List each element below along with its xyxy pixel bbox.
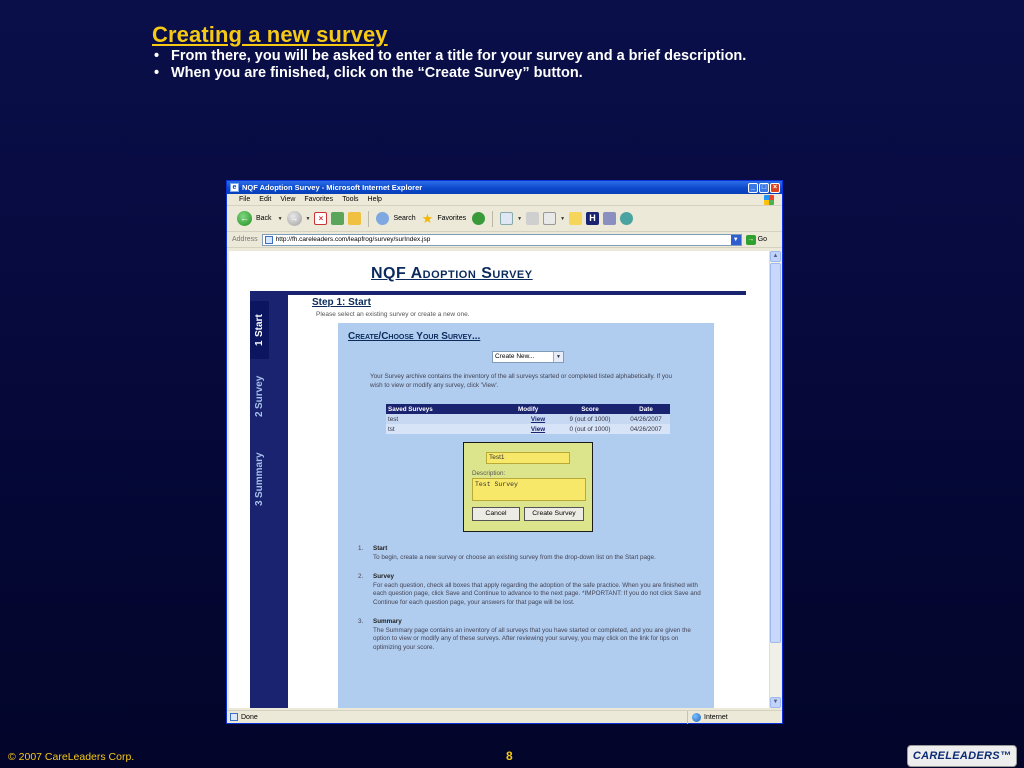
minimize-icon[interactable]: _ [748,183,758,193]
tab-number: 1 [254,340,265,346]
menu-file[interactable]: File [239,196,251,203]
bullet-dot: • [154,48,160,64]
page-title: NQF Adoption Survey [371,265,533,282]
instruction-item [358,573,708,607]
chevron-down-icon[interactable]: ▼ [553,352,563,362]
mail-icon[interactable] [500,212,513,225]
address-url[interactable]: http://fh.careleaders.com/leapfrog/survey/surIndex.jsp [275,236,431,243]
menu-tools[interactable]: Tools [342,196,359,203]
edit-dropdown-icon[interactable]: ▼ [560,215,566,222]
page-done-icon [230,713,238,721]
ie-logo-icon: e [230,183,239,192]
browser-toolbar [227,206,782,232]
h-icon[interactable]: H [586,212,599,225]
messenger-icon[interactable] [620,212,633,225]
instruction-body: To begin, create a new survey or choose an existing survey from the drop-down list on the Start page. [373,553,656,561]
tab-survey[interactable] [250,365,269,427]
go-arrow-icon[interactable]: → [747,235,755,243]
page-number: 8 [506,749,513,763]
description-label: Description: [472,470,506,477]
survey-name: test [386,414,516,424]
instruction-heading: Start [373,545,388,552]
tab-start[interactable] [250,301,269,359]
search-button-label[interactable]: Search [393,215,416,222]
scroll-down-icon[interactable]: ▼ [770,697,781,708]
vertical-scrollbar[interactable] [769,251,781,708]
survey-score: 0 (out of 1000) [558,424,620,434]
archive-description: Your Survey archive contains the inventory of the all surveys started or completed listed alphabetically. If you wish to view or modify any survey, click 'View'. [370,373,673,389]
bullet-text: From there, you will be asked to enter a title for your survey and a brief description. [171,48,747,64]
column-header: Date [620,404,670,414]
table-row [386,424,670,434]
step-title: Step 1: Start [312,297,371,308]
instruction-heading: Survey [373,573,395,580]
bullet-dot: • [154,65,160,81]
cancel-button[interactable]: Cancel [472,507,520,521]
print-icon[interactable] [526,212,539,225]
window-title: NQF Adoption Survey - Microsoft Internet Explorer [242,183,423,192]
step-panel [288,295,746,708]
slide-title: Creating a new survey [152,22,388,47]
address-input[interactable] [262,234,742,246]
page-icon [265,236,273,244]
scrollbar-thumb[interactable] [770,263,781,643]
go-label[interactable]: Go [757,236,768,243]
address-bar [227,232,782,248]
mail-dropdown-icon[interactable]: ▼ [517,215,523,222]
window-controls [748,183,782,193]
search-icon[interactable] [376,212,389,225]
menu-view[interactable]: View [280,196,296,203]
section-heading: Create/Choose Your Survey... [348,331,481,342]
view-link[interactable]: View [530,425,546,433]
instruction-body: The Summary page contains an inventory of all surveys that you have started or completed, and you are given the option to view or modify any of these surveys. After reviewing your survey, you may click on the link for tips on optimizing your score. [373,626,691,651]
home-icon[interactable] [348,212,361,225]
stop-icon[interactable]: × [314,212,327,225]
column-header: Modify [516,404,558,414]
bullet-item [152,48,746,65]
refresh-icon[interactable] [331,212,344,225]
back-arrow-icon[interactable]: ← [237,211,252,226]
table-row [386,414,670,424]
status-text: Done [241,713,258,721]
survey-panel [338,323,714,708]
view-link[interactable]: View [530,415,546,423]
menu-help[interactable]: Help [367,196,382,203]
tab-label: Survey [254,375,265,409]
menu-bar [227,194,782,206]
zone-text: Internet [704,713,728,721]
research-icon[interactable] [603,212,616,225]
bullet-item [152,65,746,82]
bullet-text: When you are finished, click on the “Create Survey” button. [171,65,583,81]
forward-dropdown-icon[interactable]: ▼ [305,215,311,222]
tab-number: 2 [254,411,265,417]
copyright-text: © 2007 CareLeaders Corp. [8,751,135,763]
survey-select[interactable] [492,351,564,363]
survey-date: 04/26/2007 [620,424,670,434]
instruction-body: For each question, check all boxes that apply regarding the adoption of the safe practice. When you are finished with each question page, click Save and Continue to advance to the next page. *IMPORTANT: If you do not click Save and Continue for each question page, your answers for that page will be lost. [373,581,701,606]
edit-icon[interactable] [543,212,556,225]
maximize-icon[interactable]: □ [759,183,769,193]
table-header-row [386,404,670,414]
page-viewport [229,251,770,708]
status-zone [687,711,782,724]
description-textarea[interactable]: Test Survey [472,478,586,501]
tab-label: Summary [254,452,265,498]
logo-text: CARELEADERS™ [912,750,1012,762]
tab-label: Start [254,314,265,338]
instructions-list [358,545,708,663]
column-header: Score [558,404,620,414]
content-frame [250,291,746,708]
scroll-up-icon[interactable]: ▲ [770,251,781,262]
menu-edit[interactable]: Edit [259,196,272,203]
create-survey-form [463,442,593,532]
instruction-number: 3. [358,618,364,625]
step-tabs [250,301,269,708]
step-subtitle: Please select an existing survey or create a new one. [316,311,470,318]
survey-name: tst [386,424,516,434]
bullet-list [152,48,746,82]
column-header: Saved Surveys [386,404,516,414]
windows-logo-icon [764,195,774,205]
create-survey-button[interactable]: Create Survey [524,507,584,521]
survey-date: 04/26/2007 [620,414,670,424]
careleaders-logo [907,745,1017,767]
address-dropdown-icon[interactable]: ▼ [731,235,741,245]
instruction-item [358,618,708,652]
instruction-number: 1. [358,545,364,552]
instruction-item [358,545,708,562]
address-label: Address [232,236,258,243]
survey-select-value[interactable]: Create New... [495,353,535,360]
browser-window [226,180,783,724]
back-button-label[interactable]: Back [256,215,272,222]
go-button[interactable] [746,235,767,245]
back-dropdown-icon[interactable]: ▼ [277,215,283,222]
menu-favorites[interactable]: Favorites [304,196,334,203]
survey-title-input[interactable]: Test1 [486,452,570,464]
forward-arrow-icon[interactable]: → [287,211,302,226]
history-icon[interactable] [472,212,485,225]
instruction-number: 2. [358,573,364,580]
browser-titlebar[interactable] [227,181,782,194]
slide-footer [0,744,1024,768]
survey-score: 9 (out of 1000) [558,414,620,424]
slide-heading [152,22,746,82]
toolbar-separator [368,211,369,227]
status-bar [227,710,782,723]
toolbar-separator [492,211,493,227]
close-icon[interactable]: × [770,183,780,193]
saved-surveys-table [386,404,670,434]
favorites-button-label[interactable]: Favorites [437,215,467,222]
tab-number: 3 [254,500,265,506]
instruction-heading: Summary [373,618,402,625]
status-left [227,713,258,721]
tab-summary[interactable] [250,439,269,519]
discuss-icon[interactable] [569,212,582,225]
globe-icon [692,713,701,722]
favorites-star-icon[interactable]: ★ [421,210,434,226]
